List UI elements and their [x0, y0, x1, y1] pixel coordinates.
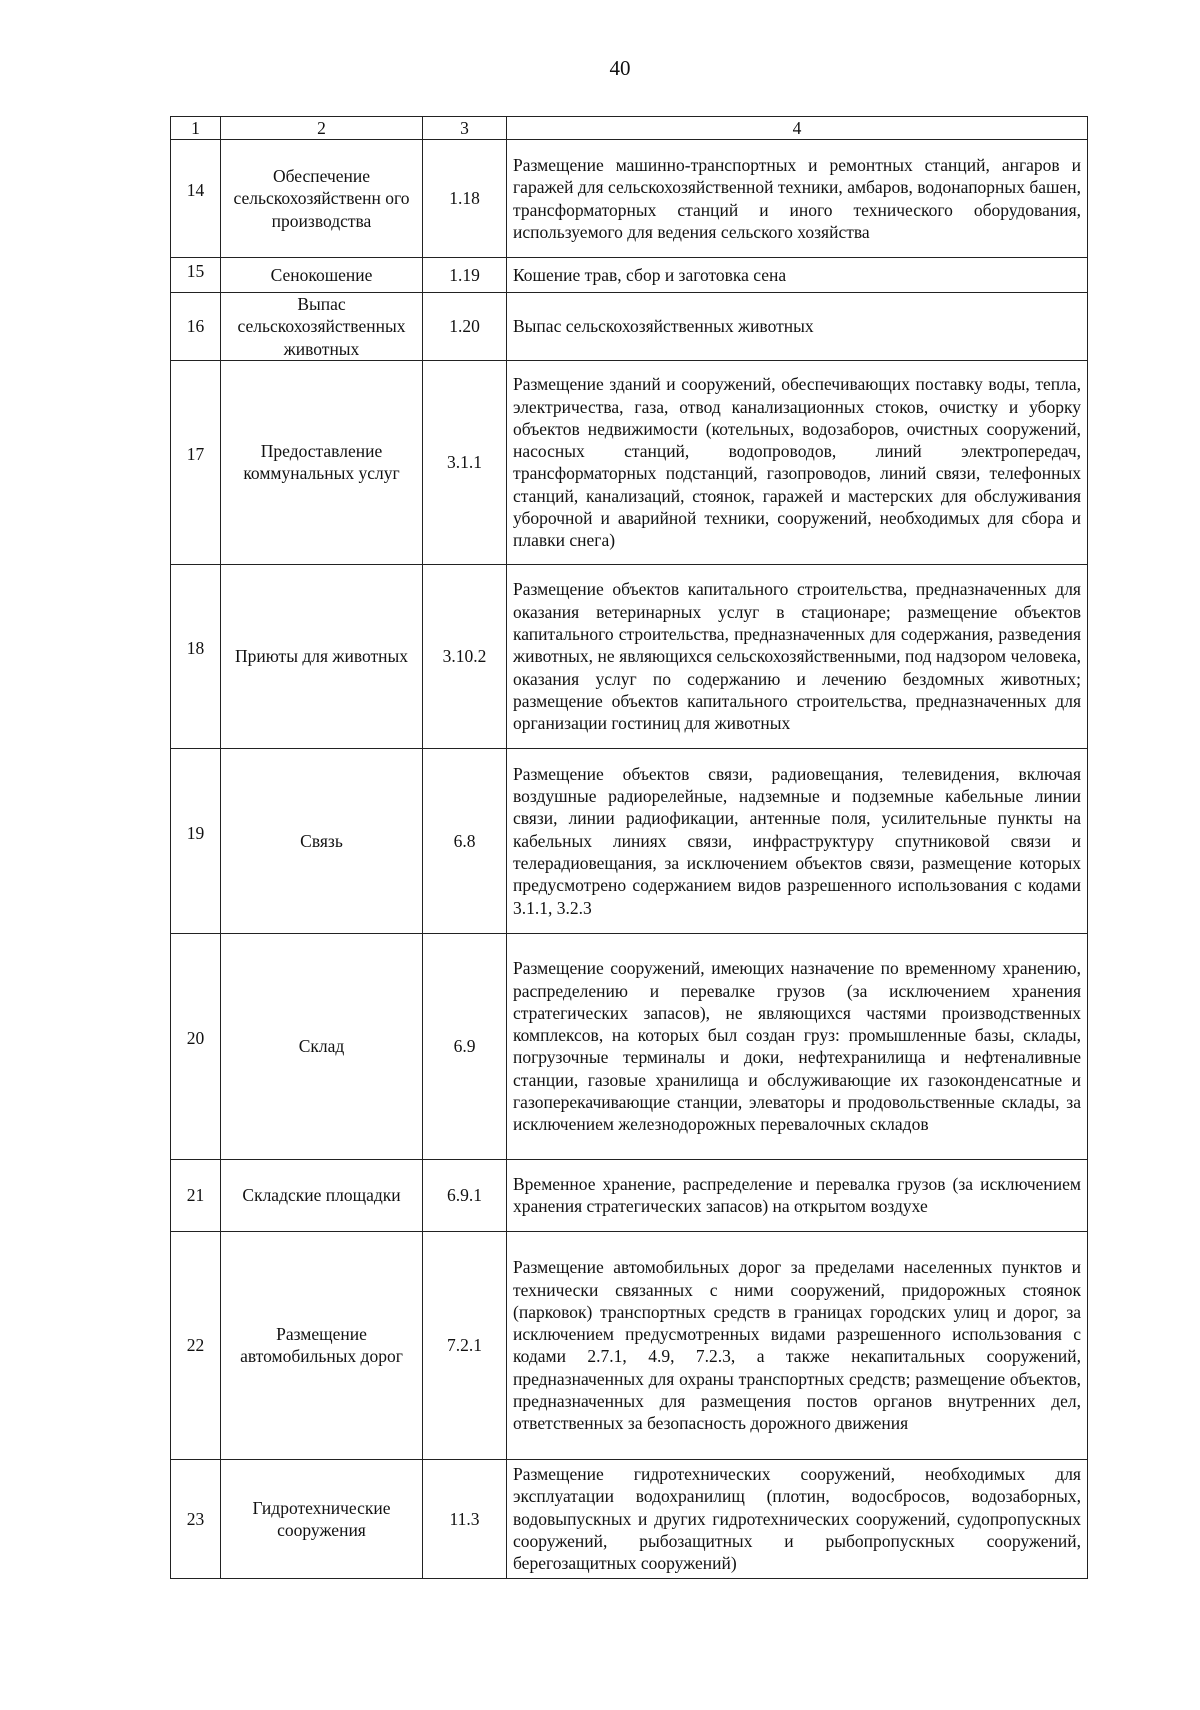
table-row: [171, 1159, 1088, 1231]
row-description: Размещение машинно-транспортных и ремонтных станций, ангаров и гаражей для сельскохозяйственной техники, амбаров, водонапорных башен, трансформаторных станций и иного технического оборудования, используемого для ведения сельского хозяйства: [507, 140, 1088, 258]
row-code: 3.10.2: [423, 564, 507, 748]
row-number: 16: [171, 293, 221, 361]
row-description: Размещение зданий и сооружений, обеспечивающих поставку воды, тепла, электричества, газа, отвод канализационных стоков, очистку и уборку объектов недвижимости (котельных, водозаборов, очистных сооружений, насосных станций, водопроводов, линий электропередач, трансформаторных подстанций, газопроводов, линий связи, телефонных станций, канализаций, стоянок, гаражей и мастерских для обслуживания уборочной и аварийной техники, сооружений, необходимых для сбора и плавки снега): [507, 360, 1088, 564]
row-number: 15: [171, 258, 221, 293]
row-code: 6.9.1: [423, 1159, 507, 1231]
header-col-4: 4: [507, 117, 1088, 140]
page-number: 40: [609, 56, 631, 80]
row-number: 14: [171, 140, 221, 258]
row-description: Временное хранение, распределение и перевалка грузов (за исключением хранения стратегических запасов) на открытом воздухе: [507, 1159, 1088, 1231]
table-row: [171, 360, 1088, 564]
table-row: [171, 293, 1088, 361]
row-name: Связь: [221, 748, 423, 933]
row-name: Размещение автомобильных дорог: [221, 1231, 423, 1459]
row-number: 21: [171, 1159, 221, 1231]
row-name: Обеспечение сельскохозяйственн ого производства: [221, 140, 423, 258]
row-code: 3.1.1: [423, 360, 507, 564]
row-name: Складские площадки: [221, 1159, 423, 1231]
row-name: Приюты для животных: [221, 564, 423, 748]
row-code: 1.19: [423, 258, 507, 293]
row-description: Размещение сооружений, имеющих назначение по временному хранению, распределению и перевалке грузов (за исключением хранения стратегических запасов), не являющихся частями производственных комплексов, на которых был создан груз: промышленные базы, склады, погрузочные терминалы и доки, нефтехранилища и нефтеналивные станции, газовые хранилища и обслуживающие их газоконденсатные и газоперекачивающие станции, элеваторы и продовольственные склады, за исключением железнодорожных перевалочных складов: [507, 933, 1088, 1159]
row-code: 6.9: [423, 933, 507, 1159]
table-row: [171, 1231, 1088, 1459]
row-number: 19: [171, 748, 221, 933]
row-code: 1.20: [423, 293, 507, 361]
land-use-table: [170, 116, 1088, 1579]
table-row: [171, 140, 1088, 258]
row-number: 17: [171, 360, 221, 564]
table-row: [171, 258, 1088, 293]
row-code: 1.18: [423, 140, 507, 258]
row-name: Гидротехнические сооружения: [221, 1459, 423, 1578]
row-number: 22: [171, 1231, 221, 1459]
row-description: Размещение объектов связи, радиовещания, телевидения, включая воздушные радиорелейные, надземные и подземные кабельные линии связи, линии радиофикации, антенные поля, усилительные пункты на кабельных линиях связи, инфраструктуру спутниковой связи и телерадиовещания, за исключением объектов связи, размещение которых предусмотрено содержанием видов разрешенного использования с кодами 3.1.1, 3.2.3: [507, 748, 1088, 933]
row-name: Сенокошение: [221, 258, 423, 293]
header-col-2: 2: [221, 117, 423, 140]
row-number: 23: [171, 1459, 221, 1578]
row-code: 7.2.1: [423, 1231, 507, 1459]
row-name: Склад: [221, 933, 423, 1159]
table-row: [171, 564, 1088, 748]
row-name: Выпас сельскохозяйственных животных: [221, 293, 423, 361]
row-description: Размещение гидротехнических сооружений, необходимых для эксплуатации водохранилищ (плотин, водосбросов, водозаборных, водовыпускных и других гидротехнических сооружений, судопропускных сооружений, рыбозащитных и рыбопропускных сооружений, берегозащитных сооружений): [507, 1459, 1088, 1578]
row-description: Размещение объектов капитального строительства, предназначенных для оказания ветеринарных услуг в стационаре; размещение объектов капитального строительства, предназначенных для содержания, разведения животных, не являющихся сельскохозяйственными, под надзором человека, оказания услуг по содержанию и лечению бездомных животных; размещение объектов капитального строительства, предназначенных для организации гостиниц для животных: [507, 564, 1088, 748]
row-code: 11.3: [423, 1459, 507, 1578]
row-name: Предоставление коммунальных услуг: [221, 360, 423, 564]
table-row: [171, 1459, 1088, 1578]
header-col-1: 1: [171, 117, 221, 140]
row-description: Размещение автомобильных дорог за пределами населенных пунктов и технически связанных с ними сооружений, придорожных стоянок (парковок) транспортных средств в границах городских улиц и дорог, за исключением предусмотренных видами разрешенного использования с кодами 2.7.1, 4.9, 7.2.3, а также некапитальных сооружений, предназначенных для охраны транспортных средств; размещение объектов, предназначенных для размещения постов органов внутренних дел, ответственных за безопасность дорожного движения: [507, 1231, 1088, 1459]
row-description: Кошение трав, сбор и заготовка сена: [507, 258, 1088, 293]
table-row: [171, 748, 1088, 933]
row-number: 20: [171, 933, 221, 1159]
row-number: 18: [171, 564, 221, 748]
table-row: [171, 933, 1088, 1159]
table-header-row: [171, 117, 1088, 140]
header-col-3: 3: [423, 117, 507, 140]
row-description: Выпас сельскохозяйственных животных: [507, 293, 1088, 361]
row-code: 6.8: [423, 748, 507, 933]
